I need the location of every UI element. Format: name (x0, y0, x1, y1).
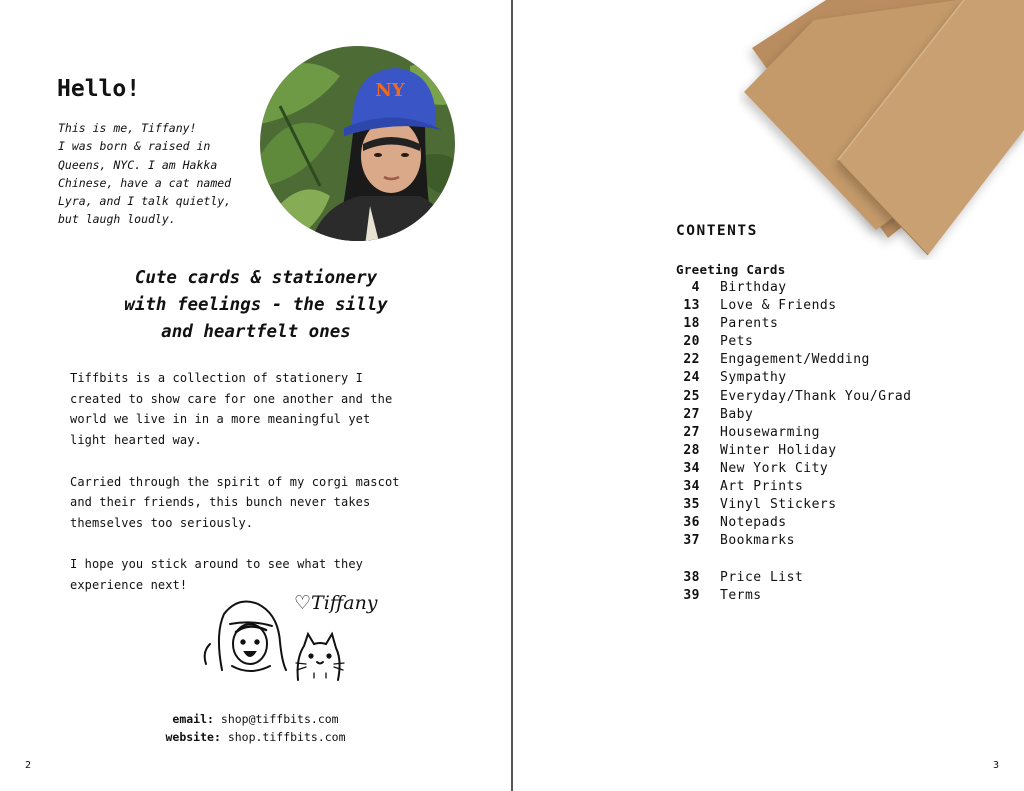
toc-entry[interactable] (676, 424, 996, 442)
toc-label: Art Prints (720, 479, 804, 495)
toc-page-number: 20 (683, 334, 700, 350)
toc-entry[interactable] (676, 496, 996, 514)
toc-entry[interactable] (676, 569, 996, 587)
toc-label: Price List (720, 569, 804, 585)
toc-page-number: 13 (683, 298, 700, 314)
contact-website (0, 729, 511, 747)
toc-label: Pets (720, 334, 754, 350)
tagline-line: and heartfelt ones (161, 322, 351, 342)
contact-email (0, 711, 511, 729)
toc-page-number: 4 (691, 280, 700, 295)
toc-label: Bookmarks (720, 533, 795, 549)
contact-info (0, 711, 511, 746)
about-line: created to show care for one another and the (70, 391, 393, 406)
bio-line: Queens, NYC. I am Hakka (58, 157, 218, 172)
signature-doodle (200, 592, 395, 684)
email-label: email: (172, 712, 214, 726)
kraft-envelopes-image (738, 0, 1024, 260)
tagline-line: Cute cards & stationery (134, 268, 378, 288)
toc-page-number: 39 (683, 587, 700, 603)
toc-page-number: 24 (683, 370, 700, 386)
toc-page-number: 22 (683, 352, 700, 368)
toc-entry[interactable] (676, 333, 996, 351)
toc-page-number: 38 (683, 569, 700, 585)
about-line: world we live in in a more meaningful yet (70, 412, 371, 427)
website-link[interactable]: shop.tiffbits.com (227, 729, 346, 744)
toc-label: Parents (720, 316, 779, 332)
toc-entry[interactable] (676, 478, 996, 496)
toc-entry[interactable] (676, 406, 996, 424)
toc-entry[interactable] (676, 279, 996, 297)
website-label: website: (165, 729, 221, 744)
about-line: themselves too seriously. (70, 515, 254, 530)
toc-entry[interactable] (676, 587, 996, 605)
about-line: Tiffbits is a collection of stationery I (70, 371, 363, 385)
toc-label: Love & Friends (720, 298, 837, 314)
toc-label: Birthday (720, 280, 787, 295)
toc-page-number: 27 (683, 424, 700, 440)
toc-entry[interactable] (676, 369, 996, 387)
toc-entry[interactable] (676, 315, 996, 333)
toc-entry[interactable] (676, 297, 996, 315)
toc-page-number: 18 (683, 316, 700, 332)
toc-page-number: 25 (683, 388, 700, 404)
email-link[interactable]: shop@tiffbits.com (220, 712, 339, 726)
bio-line: but laugh loudly. (58, 212, 176, 227)
toc-label: New York City (720, 460, 829, 476)
toc-label: Notepads (720, 515, 787, 531)
toc-label: Everyday/Thank You/Grad (720, 388, 912, 404)
about-line: Carried through the spirit of my corgi mascot (70, 474, 400, 489)
toc-label: Engagement/Wedding (720, 352, 870, 368)
page-number: 2 (25, 760, 32, 771)
table-of-contents (676, 279, 996, 605)
bio-line: Chinese, have a cat named (58, 175, 232, 190)
about-paragraph (70, 368, 450, 451)
toc-entry[interactable] (676, 532, 996, 550)
toc-page-number: 27 (683, 406, 700, 422)
page-number: 3 (993, 760, 1000, 771)
toc-page-number: 28 (683, 442, 700, 458)
toc-entry[interactable] (676, 388, 996, 406)
contents-title: CONTENTS (676, 223, 758, 239)
toc-label: Housewarming (720, 424, 820, 440)
toc-label: Winter Holiday (720, 442, 837, 458)
toc-label: Baby (720, 406, 754, 422)
right-page (513, 0, 1024, 791)
toc-entry[interactable] (676, 351, 996, 369)
portrait-photo (260, 46, 455, 241)
about-line: and their friends, this bunch never takes (70, 495, 371, 510)
bio-line: This is me, Tiffany! (58, 121, 197, 135)
toc-page-number: 34 (683, 460, 700, 476)
toc-entry[interactable] (676, 460, 996, 478)
toc-entry[interactable] (676, 514, 996, 532)
toc-label: Vinyl Stickers (720, 497, 837, 513)
tagline (60, 265, 452, 346)
toc-page-number: 35 (683, 497, 700, 513)
cap-logo: NY (375, 80, 405, 101)
toc-entry[interactable] (676, 442, 996, 460)
about-text (70, 368, 450, 616)
bio-text (58, 119, 258, 229)
about-paragraph (70, 472, 450, 534)
about-line: light hearted way. (70, 433, 202, 448)
tagline-line: with feelings - the silly (124, 295, 388, 315)
toc-page-number: 34 (683, 479, 700, 495)
bio-line: Lyra, and I talk quietly, (58, 194, 232, 209)
about-line: I hope you stick around to see what they (70, 557, 363, 572)
toc-label: Terms (720, 587, 762, 603)
hello-heading: Hello! (57, 76, 141, 102)
bio-line: I was born & raised in (58, 139, 211, 154)
toc-section-heading: Greeting Cards (676, 262, 786, 277)
left-page (0, 0, 511, 791)
toc-label: Sympathy (720, 370, 787, 386)
about-line: experience next! (70, 578, 188, 592)
toc-page-number: 36 (683, 515, 700, 531)
cat-icon (298, 634, 340, 680)
toc-page-number: 37 (683, 533, 700, 549)
about-paragraph (70, 554, 450, 595)
signature-text: ♡Tiffany (294, 592, 378, 614)
